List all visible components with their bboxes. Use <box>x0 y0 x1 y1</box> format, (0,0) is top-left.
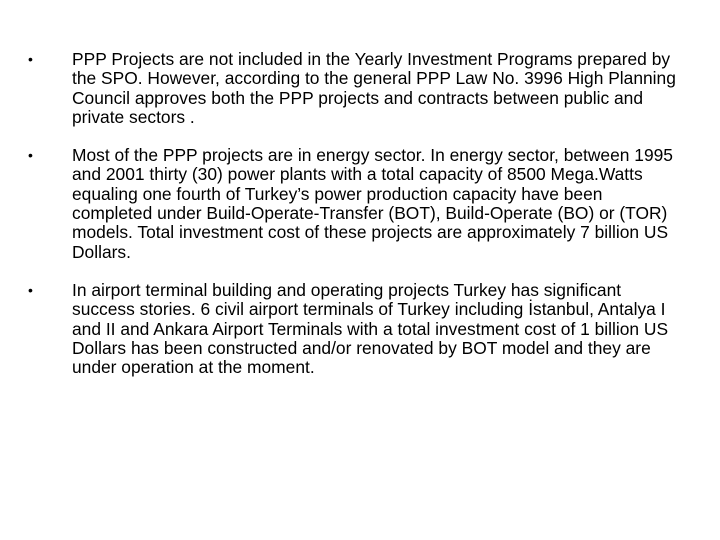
bullet-item-airport-terminals <box>24 281 684 377</box>
bullet-item-ppp-programs <box>24 50 684 127</box>
bullet-text: Most of the PPP projects are in energy sector. In energy sector, between 1995 and 2001 thirty (30) power plants with a total capacity of 8500 Mega.Watts equaling one fourth of Turkey’s power production capacity have been completed under Build-Operate-Transfer (BOT), Build-Operate (BO) or (TOR) models. Total investment cost of these projects are approximately 7 billion US Dollars. <box>72 145 673 262</box>
bullet-list <box>24 50 684 396</box>
bullet-marker: • <box>28 147 33 164</box>
bullet-text: PPP Projects are not included in the Yearly Investment Programs prepared by the SPO. However, according to the general PPP Law No. 3996 High Planning Council approves both the PPP projects and contracts between public and private sectors . <box>72 49 676 127</box>
bullet-item-energy-sector <box>24 146 684 262</box>
bullet-text: In airport terminal building and operating projects Turkey has significant success stories. 6 civil airport terminals of Turkey including İstanbul, Antalya I and II and Ankara Airport Terminals with a total investment cost of 1 billion US Dollars has been constructed and/or renovated by BOT model and they are under operation at the moment. <box>72 279 669 378</box>
bullet-marker: • <box>28 51 33 67</box>
bullet-marker: • <box>28 281 33 298</box>
